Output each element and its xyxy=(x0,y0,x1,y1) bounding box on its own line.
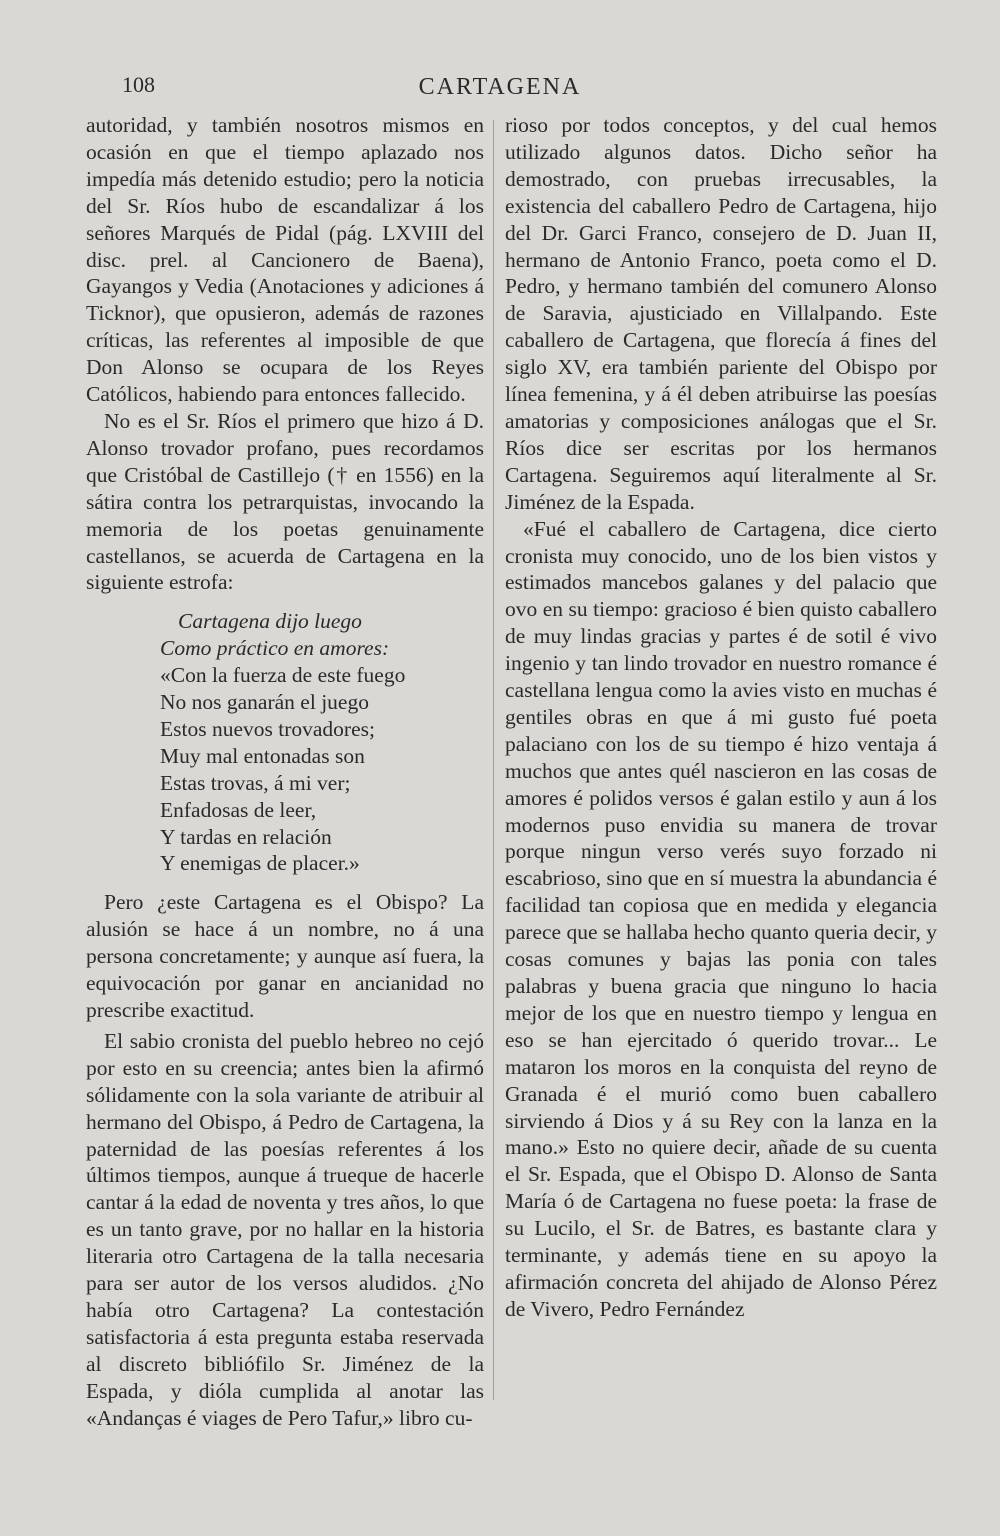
verse-line: Y enemigas de placer.» xyxy=(160,851,360,876)
paragraph: «Fué el caballero de Cartagena, dice cierto cronista muy conocido, uno de los bien vistos y estimados mancebos galanes y del palacio que ovo en su tiempo: gracioso é bien quisto caballero de muy lindas gracias y partes é de sotil é vivo ingenio y tan lindo trovador en nuestro romance é castellana lengua como la avies visto en muchas é gentiles obras en que á mi gusto fué poeta palaciano con los de su tiempo é hizo ventaja á muchos que antes quél nascieron en las cosas de amores é polidos versos é galan estilo y aun á los modernos puso envidia su manera de trovar porque ningun verso verés suyo forzado ni escabrioso, sino que en sí muestra la abundancia é facilidad tan copiosa que en medida y elegancia parece que se hallaba hecho quanto queria decir, y cosas comunes y bajas las ponia con tales palabras y buena gracia que ninguno lo hacia mejor de los que en nuestro tiempo y lengua en eso se han ejercitado ó querido trovar... Le mataron los moros en la conquista del reyno de Granada é el murió como buen caballero sirviendo á Dios y á su Rey con la lanza en la mano.» Esto no quiere decir, añade de su cuenta el Sr. Espada, que el Obispo D. Alonso de Santa María ó de Cartagena no fuese poeta: la frase de su Lucilo, el Sr. de Batres, es bastante clara y terminante, y además tiene en su apoyo la afirmación concreta del ahijado de Alonso Pérez de Vivero, Pedro Fernández xyxy=(505,516,937,1321)
verse-line: No nos ganarán el juego xyxy=(160,690,369,715)
verse-line: Enfadosas de leer, xyxy=(160,797,317,822)
verse-line: Estas trovas, á mi ver; xyxy=(160,770,351,795)
page-header xyxy=(0,72,1000,106)
page-number: 108 xyxy=(122,72,155,97)
verse-line: Como práctico en amores: xyxy=(160,636,390,661)
verse-line: Y tardas en relación xyxy=(160,824,332,849)
paragraph: No es el Sr. Ríos el primero que hizo á D. Alonso trovador profano, pues recordamos que Cristóbal de Castillejo († en 1556) en la sátira contra los petrarquistas, invocando la memoria de los poetas genuinamente castellanos, se acuerda de Cartagena en la siguiente estrofa: xyxy=(86,408,484,595)
paragraph: Pero ¿este Cartagena es el Obispo? La alusión se hace á un nombre, no á una persona concretamente; y aunque así fuera, la equivocación por ganar en ancianidad no prescribe exactitud. xyxy=(86,890,484,1022)
verse-stanza xyxy=(160,608,484,877)
verse-line: Cartagena dijo luego xyxy=(178,609,362,634)
paragraph: autoridad, y también nosotros mismos en ocasión en que el tiempo aplazado nos impedía más detenido estudio; pero la noticia del Sr. Ríos hubo de escandalizar á los señores Marqués de Pidal (pág. LXVIII del disc. prel. al Cancionero de Baena), Gayangos y Vedia (Anotaciones y adiciones á Ticknor), que opusieron, además de razones críticas, las referentes al imposible de que Don Alonso se ocupara de los Reyes Católicos, habiendo para entonces fallecido. xyxy=(86,113,484,407)
paragraph: El sabio cronista del pueblo hebreo no cejó por esto en su creencia; antes bien la afirmó sólidamente con la sola variante de atribuir al hermano del Obispo, á Pedro de Cartagena, la paternidad de las poesías referentes á los últimos tiempos, aunque á trueque de hacerle cantar á la edad de noventa y tres años, lo que es un tanto grave, por no hallar en la historia literaria otro Cartagena de la talla necesaria para ser autor de los versos aludidos. ¿No había otro Cartagena? La contestación satisfactoria á esta pregunta estaba reservada al discreto bibliófilo Sr. Jiménez de la Espada, y dióla cumplida al anotar las «Andanças é viages de Pero Tafur,» libro cu- xyxy=(86,1028,484,1430)
paragraph: rioso por todos conceptos, y del cual hemos utilizado algunos datos. Dicho señor ha demostrado, con pruebas irrecusables, la existencia del caballero Pedro de Cartagena, hijo del Dr. Garci Franco, consejero de D. Juan II, hermano de Antonio Franco, poeta como el D. Pedro, y hermano también del comunero Alonso de Saravia, ajusticiado en Villalpando. Este caballero de Cartagena, que florecía á fines del siglo XV, era también pariente del Obispo por línea femenina, y á él deben atribuirse las poesías amatorias y composiciones análogas que el Sr. Ríos dice ser escritas por los hermanos Cartagena. Seguiremos aquí literalmente al Sr. Jiménez de la Espada. xyxy=(505,113,937,514)
column-divider xyxy=(493,120,494,1400)
verse-line: Estos nuevos trovadores; xyxy=(160,716,375,741)
running-title: CARTAGENA xyxy=(418,74,582,100)
right-column xyxy=(505,112,937,1323)
left-column xyxy=(86,112,484,1432)
verse-line: «Con la fuerza de este fuego xyxy=(160,663,406,688)
verse-line: Muy mal entonadas son xyxy=(160,743,365,768)
